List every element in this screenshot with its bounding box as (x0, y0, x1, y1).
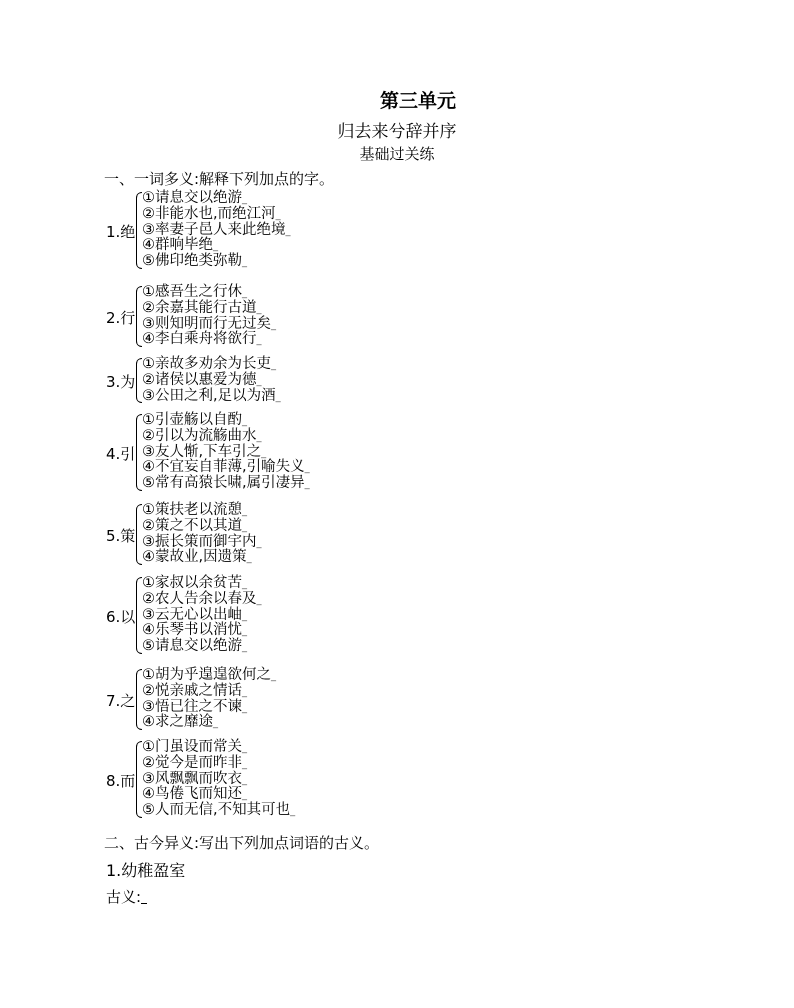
answer-dash[interactable]: _ (271, 319, 276, 331)
sense-text: ⑤请息交以绝游 (142, 638, 242, 655)
sense-text: ③云无心以出岫 (142, 606, 242, 623)
sense-text: ③率妻子邑人来此绝境 (142, 221, 286, 238)
sense-text: ②觉今是而昨非 (142, 754, 242, 771)
sense-item (142, 684, 276, 700)
answer-dash[interactable]: _ (256, 335, 262, 347)
sense-text: ②诸侯以惠爱为德 (142, 371, 257, 388)
answer-dash[interactable]: _ (242, 626, 247, 638)
word-label: 4.引 (106, 444, 136, 463)
sense-item (142, 576, 262, 592)
sense-text: ④蒙故业,因遗策 (142, 549, 247, 566)
answer-dash[interactable]: _ (271, 671, 276, 682)
part1-heading: 一、一词多义:解释下列加点的字。 (104, 170, 335, 188)
sense-text: ①家叔以余贫苦 (142, 575, 242, 591)
sense-item (142, 413, 310, 429)
word-label: 5.策 (106, 526, 136, 545)
sense-list (142, 503, 262, 566)
sense-item (142, 301, 276, 317)
part2-heading: 二、古今异义:写出下列加点词语的古义。 (104, 834, 380, 852)
sense-item (142, 550, 262, 566)
answer-dash[interactable]: _ (242, 506, 247, 517)
answer-dash[interactable]: _ (242, 642, 247, 654)
answer-dash[interactable]: _ (242, 521, 247, 533)
answer-dash[interactable]: _ (242, 743, 247, 754)
word-label: 2.行 (106, 308, 136, 327)
answer-dash[interactable]: _ (242, 416, 247, 427)
sense-text: ②悦亲戚之情话 (142, 682, 242, 699)
sense-item (142, 460, 310, 476)
sense-text: ④群响毕绝 (142, 237, 213, 254)
answer-dash[interactable]: _ (242, 579, 247, 590)
answer-dash[interactable]: _ (256, 431, 262, 443)
question-title: 1.幼稚盈室 (106, 861, 186, 880)
answer-dash[interactable]: _ (213, 241, 218, 253)
sense-list (142, 285, 276, 348)
sense-item (142, 592, 262, 608)
sense-list (142, 740, 295, 819)
sense-text: ③风飘飘而吹衣 (142, 770, 242, 787)
answer-dash[interactable]: _ (256, 537, 262, 549)
sense-text: ⑤常有高猿长啸,属引凄异 (142, 475, 305, 492)
sense-text: ③友人惭,下车引之 (142, 443, 262, 460)
answer-dash[interactable]: _ (304, 463, 310, 475)
sense-text: ③公田之利,足以为酒 (142, 387, 276, 404)
answer-dash[interactable]: _ (275, 391, 281, 403)
answer-dash[interactable]: _ (275, 209, 281, 221)
sense-item (142, 285, 276, 301)
sense-item (142, 668, 276, 684)
sense-text: ①胡为乎遑遑欲何之 (142, 667, 271, 683)
answer-dash[interactable]: _ (256, 303, 262, 315)
answer-dash[interactable]: _ (261, 447, 267, 459)
sense-item (142, 191, 291, 207)
sense-text: ①请息交以绝游 (142, 190, 242, 206)
sense-item (142, 623, 262, 639)
sense-item (142, 519, 262, 535)
sense-text: ④鸟倦飞而知还 (142, 786, 242, 803)
unit-title: 第三单元 (379, 90, 456, 112)
sense-text: ②余嘉其能行古道 (142, 299, 257, 316)
sense-item (142, 373, 281, 389)
sense-text: ①门虽设而常关 (142, 739, 242, 755)
sense-list (142, 191, 291, 270)
sense-list (142, 668, 276, 731)
sense-text: ③悟已往之不谏 (142, 698, 242, 715)
sense-text: ④李白乘舟将欲行 (142, 331, 257, 348)
sense-item (142, 357, 281, 373)
sense-item (142, 787, 295, 803)
word-label: 6.以 (106, 607, 136, 626)
sense-item (142, 503, 262, 519)
sense-item (142, 238, 291, 254)
answer-dash[interactable]: _ (242, 288, 247, 299)
answer-dash[interactable]: _ (285, 225, 291, 237)
answer-dash[interactable]: _ (256, 594, 262, 606)
answer-row (106, 886, 147, 907)
answer-dash[interactable]: _ (242, 257, 247, 269)
section-title: 基础过关练 (359, 145, 435, 163)
answer-dash[interactable]: _ (242, 194, 247, 205)
sense-text: ②引以为流觞曲水 (142, 427, 257, 444)
sense-item (142, 715, 276, 731)
sense-item (142, 254, 291, 270)
sense-item (142, 332, 276, 348)
word-label: 3.为 (106, 372, 136, 391)
word-label: 8.而 (106, 771, 136, 790)
sense-item (142, 756, 295, 772)
sense-item (142, 476, 310, 492)
answer-dash[interactable]: _ (213, 718, 218, 730)
answer-blank[interactable] (141, 891, 147, 904)
sense-item (142, 639, 262, 655)
sense-item (142, 389, 281, 405)
answer-dash[interactable]: _ (242, 610, 247, 622)
sense-list (142, 357, 281, 404)
answer-dash[interactable]: _ (242, 758, 247, 770)
answer-dash[interactable]: _ (242, 774, 247, 786)
answer-dash[interactable]: _ (256, 375, 262, 387)
word-label: 7.之 (106, 691, 136, 710)
answer-dash[interactable]: _ (290, 806, 296, 818)
answer-dash[interactable]: _ (246, 553, 252, 565)
sense-list (142, 413, 310, 492)
sense-item (142, 207, 291, 223)
sense-text: ①感吾生之行休 (142, 284, 242, 300)
sense-text: ③振长策而御宇内 (142, 533, 257, 550)
sense-item (142, 429, 310, 445)
sense-text: ②策之不以其道 (142, 517, 242, 534)
sense-text: ④不宜妄自菲薄,引喻失义 (142, 459, 305, 476)
word-label: 1.绝 (106, 222, 136, 241)
sense-text: ③则知明而行无过矣 (142, 315, 271, 332)
lesson-title: 归去来兮辞并序 (337, 122, 457, 142)
answer-dash[interactable]: _ (304, 479, 310, 491)
sense-text: ②非能水也,而绝江河 (142, 205, 276, 222)
answer-dash[interactable]: _ (271, 360, 276, 371)
sense-item (142, 740, 295, 756)
answer-dash[interactable]: _ (242, 686, 247, 698)
sense-text: ④乐琴书以消忧 (142, 622, 242, 639)
answer-label: 古义: (106, 888, 142, 906)
sense-item (142, 803, 295, 819)
sense-text: ①策扶老以流憩 (142, 502, 242, 518)
sense-text: ①引壶觞以自酌 (142, 412, 242, 428)
sense-list (142, 576, 262, 655)
sense-text: ⑤人而无信,不知其可也 (142, 802, 291, 819)
answer-dash[interactable]: _ (242, 790, 247, 802)
sense-text: ①亲故多劝余为长吏 (142, 356, 271, 372)
sense-text: ④求之靡途 (142, 714, 213, 731)
sense-text: ②农人告余以春及 (142, 590, 257, 607)
sense-text: ⑤佛印绝类弥勒 (142, 253, 242, 270)
answer-dash[interactable]: _ (242, 702, 247, 714)
